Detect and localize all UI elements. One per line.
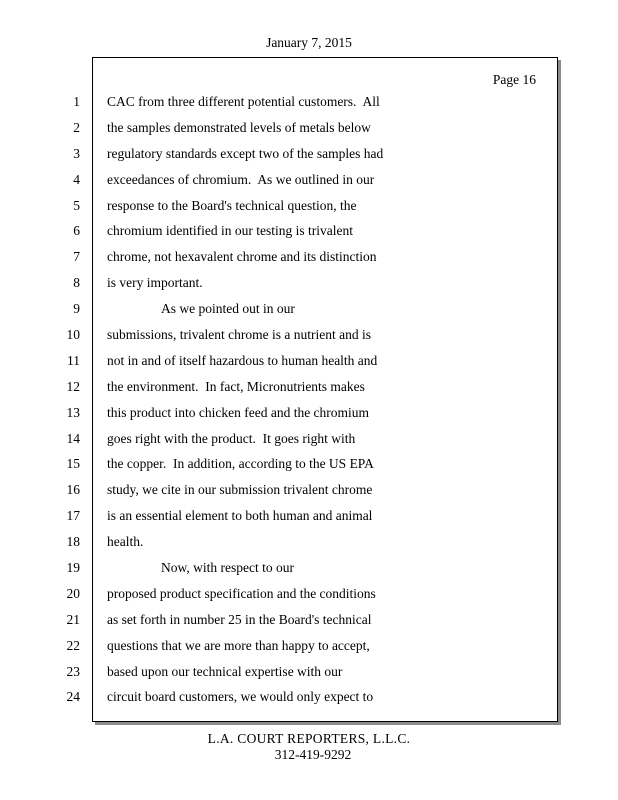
line-number: 11 <box>67 352 80 368</box>
footer-phone-number: 312-419-9292 <box>274 747 352 762</box>
line-text: goes right with the product. It goes right with <box>107 430 356 446</box>
line-text: exceedances of chromium. As we outlined in our <box>107 171 375 187</box>
transcript-line <box>0 585 618 611</box>
transcript-line <box>0 611 618 637</box>
transcript-line <box>0 637 618 663</box>
line-text: the environment. In fact, Micronutrients makes <box>107 378 365 394</box>
line-text: circuit board customers, we would only expect to <box>107 689 374 705</box>
transcript-line <box>0 455 618 481</box>
line-number: 8 <box>73 275 80 291</box>
line-number: 14 <box>66 430 80 446</box>
transcript-line <box>0 507 618 533</box>
line-number: 23 <box>66 663 80 679</box>
line-text: submissions, trivalent chrome is a nutrient and is <box>107 327 371 343</box>
transcript-date: January 7, 2015 <box>266 35 352 50</box>
line-text: the copper. In addition, according to the US EPA <box>107 456 374 472</box>
line-number: 7 <box>73 249 80 265</box>
line-number: 24 <box>66 689 80 705</box>
transcript-line <box>0 378 618 404</box>
line-number: 22 <box>66 637 80 653</box>
transcript-line <box>0 197 618 223</box>
line-text: based upon our technical expertise with our <box>107 663 343 679</box>
transcript-line <box>0 171 618 197</box>
line-number: 19 <box>66 560 80 576</box>
line-number: 20 <box>66 585 80 601</box>
transcript-line <box>0 248 618 274</box>
transcript-line <box>0 274 618 300</box>
line-number: 17 <box>66 508 80 524</box>
transcript-lines <box>0 93 618 714</box>
transcript-line <box>0 326 618 352</box>
line-number: 4 <box>73 171 80 187</box>
line-text: questions that we are more than happy to accept, <box>107 637 370 653</box>
transcript-line <box>0 404 618 430</box>
transcript-line <box>0 93 618 119</box>
transcript-line <box>0 481 618 507</box>
line-number: 1 <box>73 94 80 109</box>
line-number: 21 <box>66 611 80 627</box>
line-text: regulatory standards except two of the samples had <box>107 145 384 161</box>
line-text: As we pointed out in our <box>161 301 295 317</box>
transcript-line <box>0 222 618 248</box>
line-number: 16 <box>66 482 80 498</box>
line-number: 3 <box>73 145 80 161</box>
line-text: response to the Board's technical question, the <box>107 197 357 213</box>
transcript-line <box>0 119 618 145</box>
line-text: chromium identified in our testing is trivalent <box>107 223 353 239</box>
transcript-line <box>0 688 618 714</box>
line-text: Now, with respect to our <box>161 560 294 576</box>
transcript-line <box>0 145 618 171</box>
transcript-line <box>0 533 618 559</box>
line-text: as set forth in number 25 in the Board's technical <box>107 611 372 627</box>
line-number: 18 <box>66 534 80 550</box>
transcript-line <box>0 352 618 378</box>
line-number: 10 <box>66 327 80 343</box>
line-number: 13 <box>66 404 80 420</box>
line-number: 9 <box>73 301 80 317</box>
page-number: Page 16 <box>492 72 536 87</box>
line-number: 6 <box>73 223 80 239</box>
line-text: is very important. <box>107 275 203 291</box>
line-number: 2 <box>73 119 80 135</box>
line-text: CAC from three different potential customers. All <box>107 94 380 109</box>
line-text: proposed product specification and the conditions <box>107 585 376 601</box>
line-text: this product into chicken feed and the chromium <box>107 404 370 420</box>
line-text: not in and of itself hazardous to human health and <box>107 352 378 368</box>
line-text: health. <box>107 534 144 550</box>
line-text: chrome, not hexavalent chrome and its distinction <box>107 249 377 265</box>
footer-company-name: L.A. COURT REPORTERS, L.L.C. <box>207 731 411 746</box>
transcript-line <box>0 663 618 689</box>
line-text: study, we cite in our submission trivalent chrome <box>107 482 373 498</box>
line-text: the samples demonstrated levels of metals below <box>107 119 371 135</box>
line-text: is an essential element to both human and animal <box>107 508 373 524</box>
transcript-line <box>0 559 618 585</box>
line-number: 12 <box>66 378 80 394</box>
line-number: 15 <box>66 456 80 472</box>
line-number: 5 <box>73 197 80 213</box>
transcript-line <box>0 430 618 456</box>
transcript-line <box>0 300 618 326</box>
